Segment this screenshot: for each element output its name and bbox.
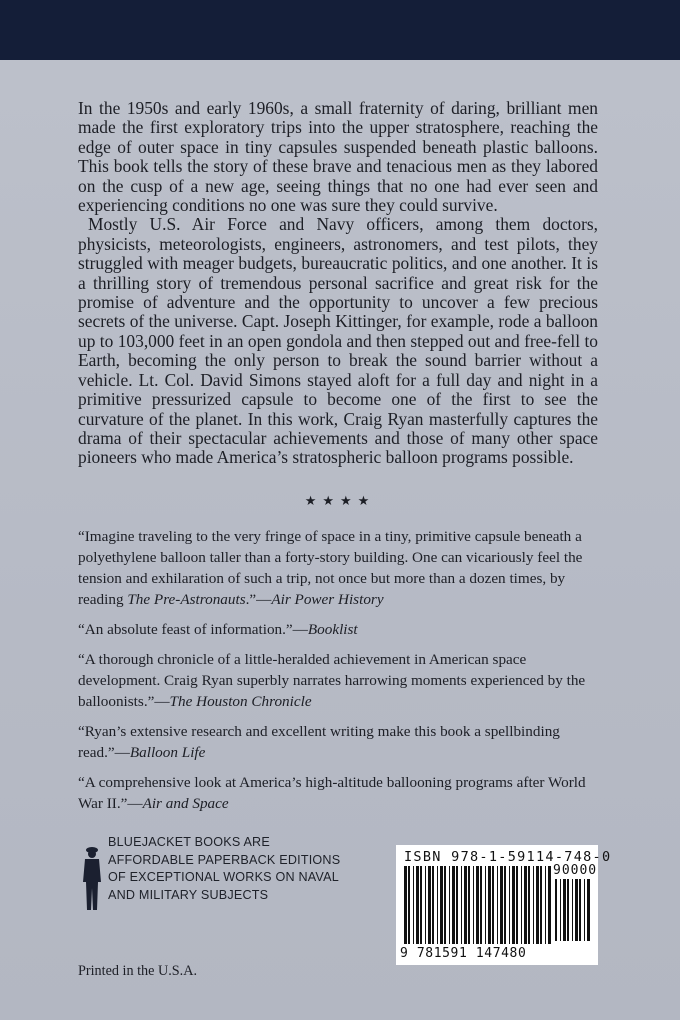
barcode-bar: [420, 866, 422, 944]
barcode-bar: [432, 866, 434, 944]
barcode-bar: [440, 866, 443, 944]
barcode-bar: [572, 879, 573, 941]
barcode-bar: [524, 866, 527, 944]
barcode-bar: [567, 879, 569, 941]
barcode-bar: [488, 866, 491, 944]
barcode-bar: [528, 866, 530, 944]
blurb-paragraph-2: Mostly U.S. Air Force and Navy officers, among them doctors, physicists, meteorologists, engineers, astronomers, and test pilots, they struggled with meager budgets, bureaucratic politics, and one another. It is a thrilling story of tremendous personal sacrifice and great risk for the promise of adventure and the opportunity to uncover a few precious secrets of the universe. Capt. Joseph Kittinger, for example, rode a balloon up to 103,000 feet in an open gondola and then stepped out and free-fell to Earth, becoming the only person to break the sound barrier without a vehicle. Lt. Col. David Simons stayed aloft for a full day and night in a primitive pressurized capsule to become one of the first to see the curvature of the planet. In this work, Craig Ryan masterfully captures the drama of their spectacular achievements and those of many other space pioneers who made America’s stratospheric balloon programs possible.: [78, 214, 598, 468]
printed-in-usa: Printed in the U.S.A.: [78, 963, 198, 979]
barcode-bar: [416, 866, 419, 944]
barcode-digits: 9 781591 147480: [400, 946, 527, 961]
barcode-bar: [480, 866, 482, 944]
bluejacket-line-1: BLUEJACKET BOOKS ARE: [108, 835, 270, 849]
review-quote-4: “Ryan’s extensive research and excellent writing make this book a spellbinding read.”—Balloon Life: [78, 723, 560, 761]
barcode-bar: [485, 866, 486, 944]
barcode-bar: [548, 866, 551, 944]
bluejacket-line-4: AND MILITARY SUBJECTS: [108, 887, 269, 902]
barcode-bar: [404, 866, 407, 944]
barcode-bar: [545, 866, 546, 944]
price-addon-code: 90000: [553, 863, 598, 878]
barcode-bar: [464, 866, 467, 944]
review-source-4: Balloon Life: [129, 744, 206, 761]
review-quote-2: “An absolute feast of information.”—Booklist: [78, 621, 358, 638]
top-color-band: [0, 0, 680, 60]
bluejacket-text: [108, 834, 398, 904]
bluejacket-line-3: OF EXCEPTIONAL WORKS ON NAVAL: [108, 870, 339, 884]
barcode-bar: [509, 866, 510, 944]
barcode-bars: [402, 866, 552, 944]
barcode-bar: [425, 866, 426, 944]
review-source-5: Air and Space: [142, 795, 229, 812]
addon-barcode-bars: [553, 879, 593, 941]
barcode-bar: [428, 866, 431, 944]
barcode-bar: [536, 866, 539, 944]
review-quote-5: “A comprehensive look at America’s high-altitude ballooning programs after World War II.”—Air and Space: [78, 774, 586, 812]
review-quote-3: “A thorough chronicle of a little-heralded achievement in American space development. Craig Ryan superbly narrates harrowing moments experienced by the balloonists.”—The Houston Chronicle: [78, 651, 586, 710]
barcode-bar: [555, 879, 557, 941]
sailor-silhouette-icon: [80, 844, 108, 914]
star-divider: ★★★★: [304, 494, 376, 509]
barcode-bar: [540, 866, 542, 944]
barcode-bar: [497, 866, 498, 944]
isbn-barcode: [396, 845, 612, 965]
barcode-bar: [449, 866, 450, 944]
review-source-1: .”—Air Power History: [245, 591, 384, 608]
description-blurb: [78, 99, 598, 468]
barcode-bar: [560, 879, 561, 941]
barcode-bar: [468, 866, 470, 944]
barcode-bar: [437, 866, 438, 944]
barcode-bar: [579, 879, 581, 941]
barcode-bar: [575, 879, 578, 941]
review-source-2: Booklist: [307, 621, 358, 638]
barcode-bar: [512, 866, 515, 944]
barcode-bar: [504, 866, 506, 944]
review-quote-1: “Imagine traveling to the very fringe of space in a tiny, primitive capsule beneath a polyethylene balloon taller than a forty-story building. One can vicariously feel the tension and exhilaration of such a trip, not once but more than a dozen times, by reading The Pre-Astronauts.”—Air Power History: [78, 528, 583, 608]
barcode-bar: [584, 879, 585, 941]
barcode-bar: [521, 866, 522, 944]
barcode-bar: [461, 866, 462, 944]
barcode-bar: [473, 866, 474, 944]
barcode-bar: [492, 866, 494, 944]
barcode-bar: [563, 879, 566, 941]
review-book-title: The Pre-Astronauts: [127, 591, 246, 608]
barcode-bar: [516, 866, 518, 944]
barcode-bar: [452, 866, 455, 944]
review-source-3: The Houston Chronicle: [169, 693, 312, 710]
blurb-paragraph-1: In the 1950s and early 1960s, a small fraternity of daring, brilliant men made the first exploratory trips into the upper stratosphere, reaching the edge of outer space in tiny capsules suspended beneath plastic balloons. This book tells the story of these brave and tenacious men as they labored on the cusp of a new age, seeing things that no one had ever seen and experiencing conditions no one was sure they could survive.: [78, 98, 598, 216]
bluejacket-line-2: AFFORDABLE PAPERBACK EDITIONS: [108, 852, 341, 867]
barcode-bar: [500, 866, 503, 944]
barcode-bar: [444, 866, 446, 944]
barcode-bar: [456, 866, 458, 944]
review-quotes: [78, 526, 600, 823]
barcode-bar: [413, 866, 414, 944]
barcode-bar: [533, 866, 534, 944]
barcode-bar: [587, 879, 590, 941]
isbn-label: ISBN 978-1-59114-748-0: [404, 849, 612, 865]
barcode-bar: [476, 866, 479, 944]
barcode-bar: [408, 866, 410, 944]
